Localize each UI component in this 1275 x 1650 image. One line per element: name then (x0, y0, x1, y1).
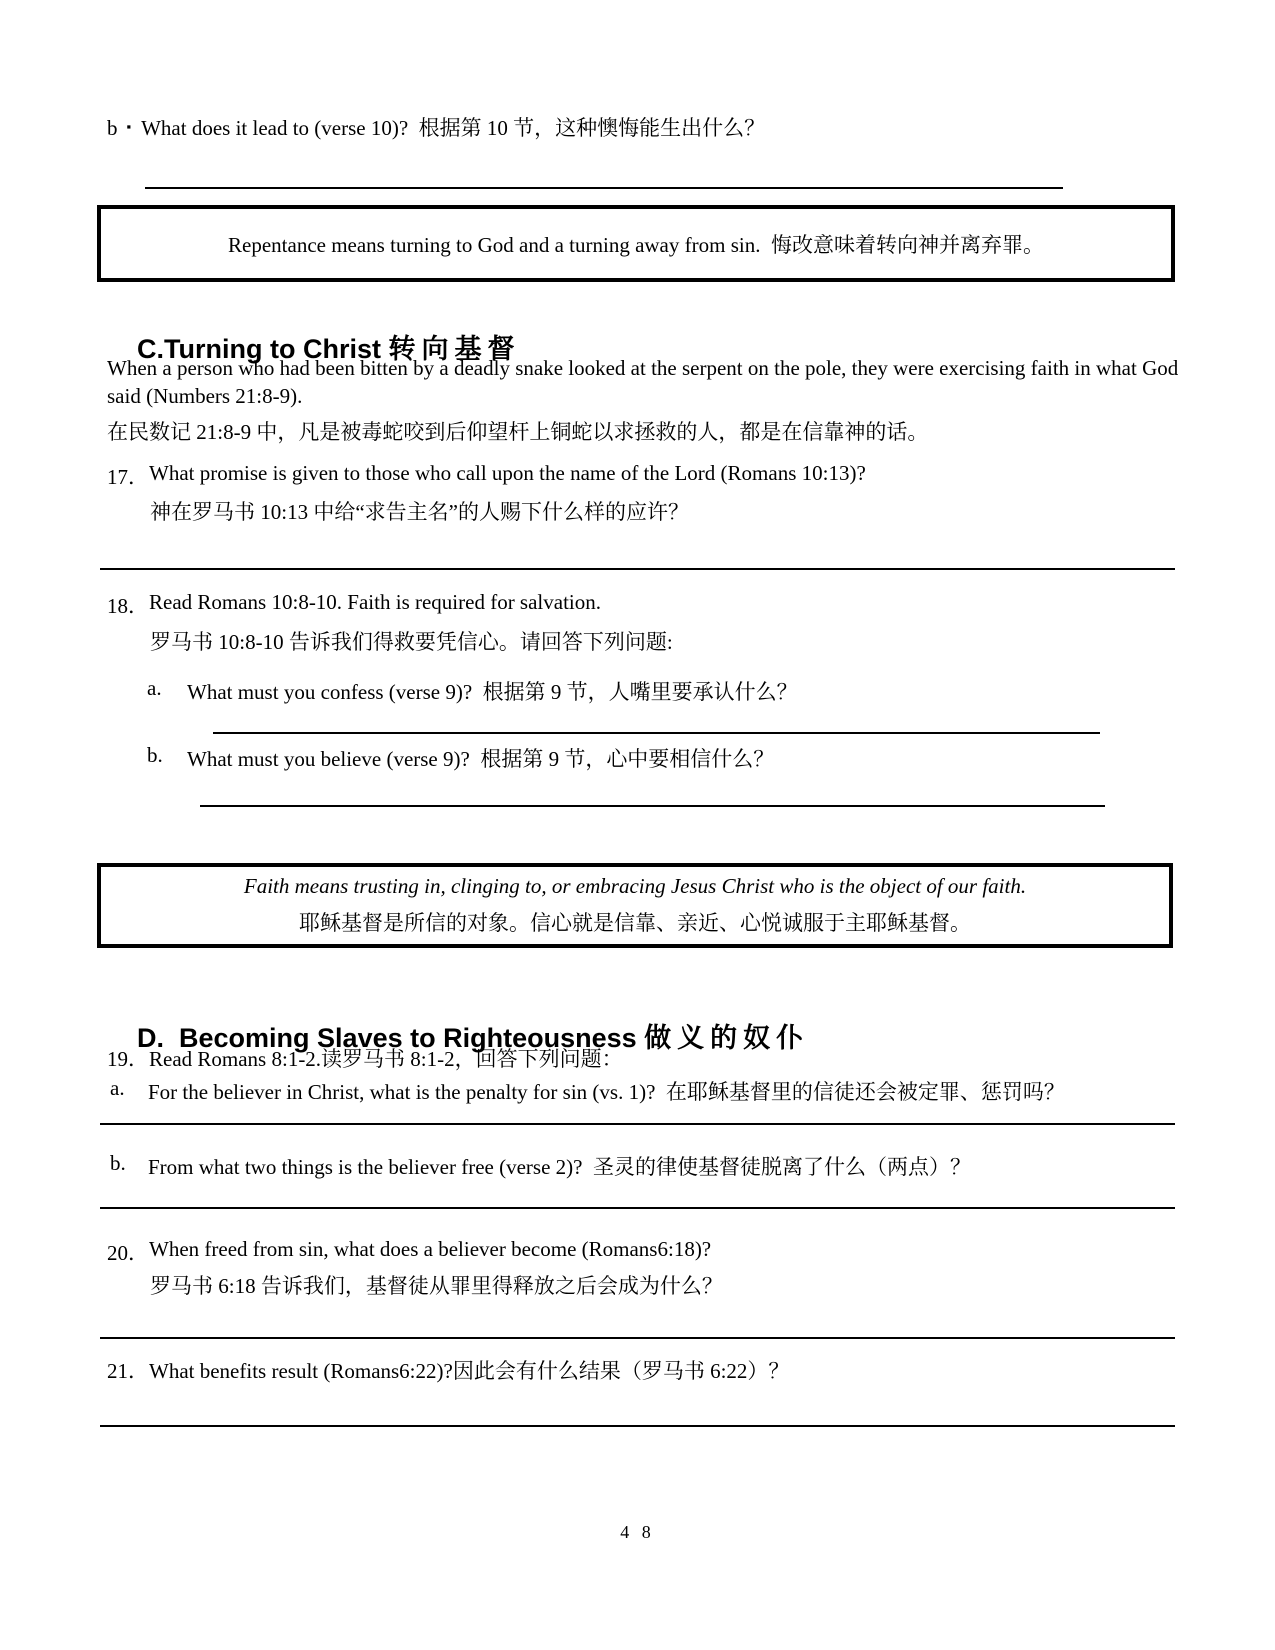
faith-callout-text-zh: 耶稣基督是所信的对象。信心就是信靠、亲近、心悦诚服于主耶稣基督。 (299, 911, 971, 935)
question-21-text: What benefits result (Romans6:22)?因此会有什么结果（罗马书 6:22）？ (149, 1359, 790, 1383)
question-17-number: 17． (107, 465, 149, 489)
question-18a-text: What must you confess (verse 9)? 根据第 9 节，人嘴里要承认什么？ (187, 680, 798, 704)
answer-line (145, 167, 1063, 189)
question-19a-label: a. (110, 1076, 125, 1100)
faith-callout-text-en: Faith means trusting in, clinging to, or embracing Jesus Christ who is the object of our faith. (243, 874, 1027, 898)
question-18-number: 18． (107, 594, 149, 618)
question-17-text-en: What promise is given to those who call upon the name of the Lord (Romans 10:13)? (149, 461, 866, 485)
answer-line (100, 1103, 1175, 1125)
question-18b (147, 743, 1187, 773)
question-18-text-zh: 罗马书 10:8-10 告诉我们得救要凭信心。请回答下列问题: (150, 630, 673, 654)
repentance-callout-box (97, 205, 1175, 282)
question-19b (110, 1151, 1190, 1181)
section-c-intro-en: When a person who had been bitten by a deadly snake looked at the serpent on the pole, they were exercising faith in what God said (Numbers 21:8-9). (107, 356, 1184, 408)
section-d-heading-zh: 做义的奴仆 (644, 1023, 810, 1053)
square-bullet-icon: ▪ (126, 119, 132, 134)
question-18 (107, 590, 1187, 620)
question-21-number: 21． (107, 1359, 149, 1383)
question-17 (107, 461, 1187, 491)
section-c-intro-zh: 在民数记 21:8-9 中，凡是被毒蛇咬到后仰望杆上铜蛇以求拯救的人，都是在信靠神的话。 (107, 420, 929, 444)
question-19b-text: From what two things is the believer free (verse 2)? 圣灵的律使基督徒脱离了什么（两点）？ (148, 1155, 971, 1179)
question-18b-label: b. (147, 743, 163, 767)
question-18a (147, 676, 1187, 706)
question-b-label: b (107, 116, 118, 140)
question-20-text-zh: 罗马书 6:18 告诉我们，基督徒从罪里得释放之后会成为什么？ (150, 1274, 723, 1298)
answer-line (100, 1187, 1175, 1209)
repentance-callout-text: Repentance means turning to God and a turning away from sin. 悔改意味着转向神并离弃罪。 (228, 232, 1044, 257)
question-18a-label: a. (147, 676, 162, 700)
answer-line (100, 548, 1175, 570)
question-b-text: What does it lead to (verse 10)? 根据第 10 节，这种懊悔能生出什么？ (141, 116, 766, 140)
faith-callout-box (97, 863, 1173, 948)
answer-line (213, 712, 1100, 734)
answer-line (100, 1405, 1175, 1427)
question-18b-text: What must you believe (verse 9)? 根据第 9 节，心中要相信什么？ (187, 747, 775, 771)
section-c-heading-zh: 转向基督 (388, 334, 521, 364)
question-20-text-en: When freed from sin, what does a believer become (Romans6:18)? (149, 1237, 712, 1261)
page-number: 4 8 (620, 1522, 655, 1542)
answer-line (100, 1317, 1175, 1339)
question-18-text-en: Read Romans 10:8-10. Faith is required for salvation. (149, 590, 602, 614)
question-20-number: 20． (107, 1241, 149, 1265)
question-20 (107, 1237, 1187, 1267)
question-19-number: 19． (107, 1047, 149, 1071)
question-19b-label: b. (110, 1151, 126, 1175)
question-19a-text: For the believer in Christ, what is the penalty for sin (vs. 1)? 在耶稣基督里的信徒还会被定罪、惩罚吗？ (148, 1080, 1065, 1104)
answer-line (200, 785, 1105, 807)
question-21 (107, 1355, 1187, 1385)
question-19 (107, 1043, 1187, 1073)
question-17-text-zh: 神在罗马书 10:13 中给“求告主名”的人赐下什么样的应许？ (150, 500, 689, 524)
section-c-heading-en: C.Turning to Christ (137, 334, 389, 364)
section-d-heading-en: D. Becoming Slaves to Righteousness (137, 1023, 645, 1053)
question-b-verse10 (107, 112, 1187, 142)
question-19-text: Read Romans 8:1-2.读罗马书 8:1-2，回答下列问题： (149, 1047, 623, 1071)
question-19a (110, 1076, 1190, 1106)
